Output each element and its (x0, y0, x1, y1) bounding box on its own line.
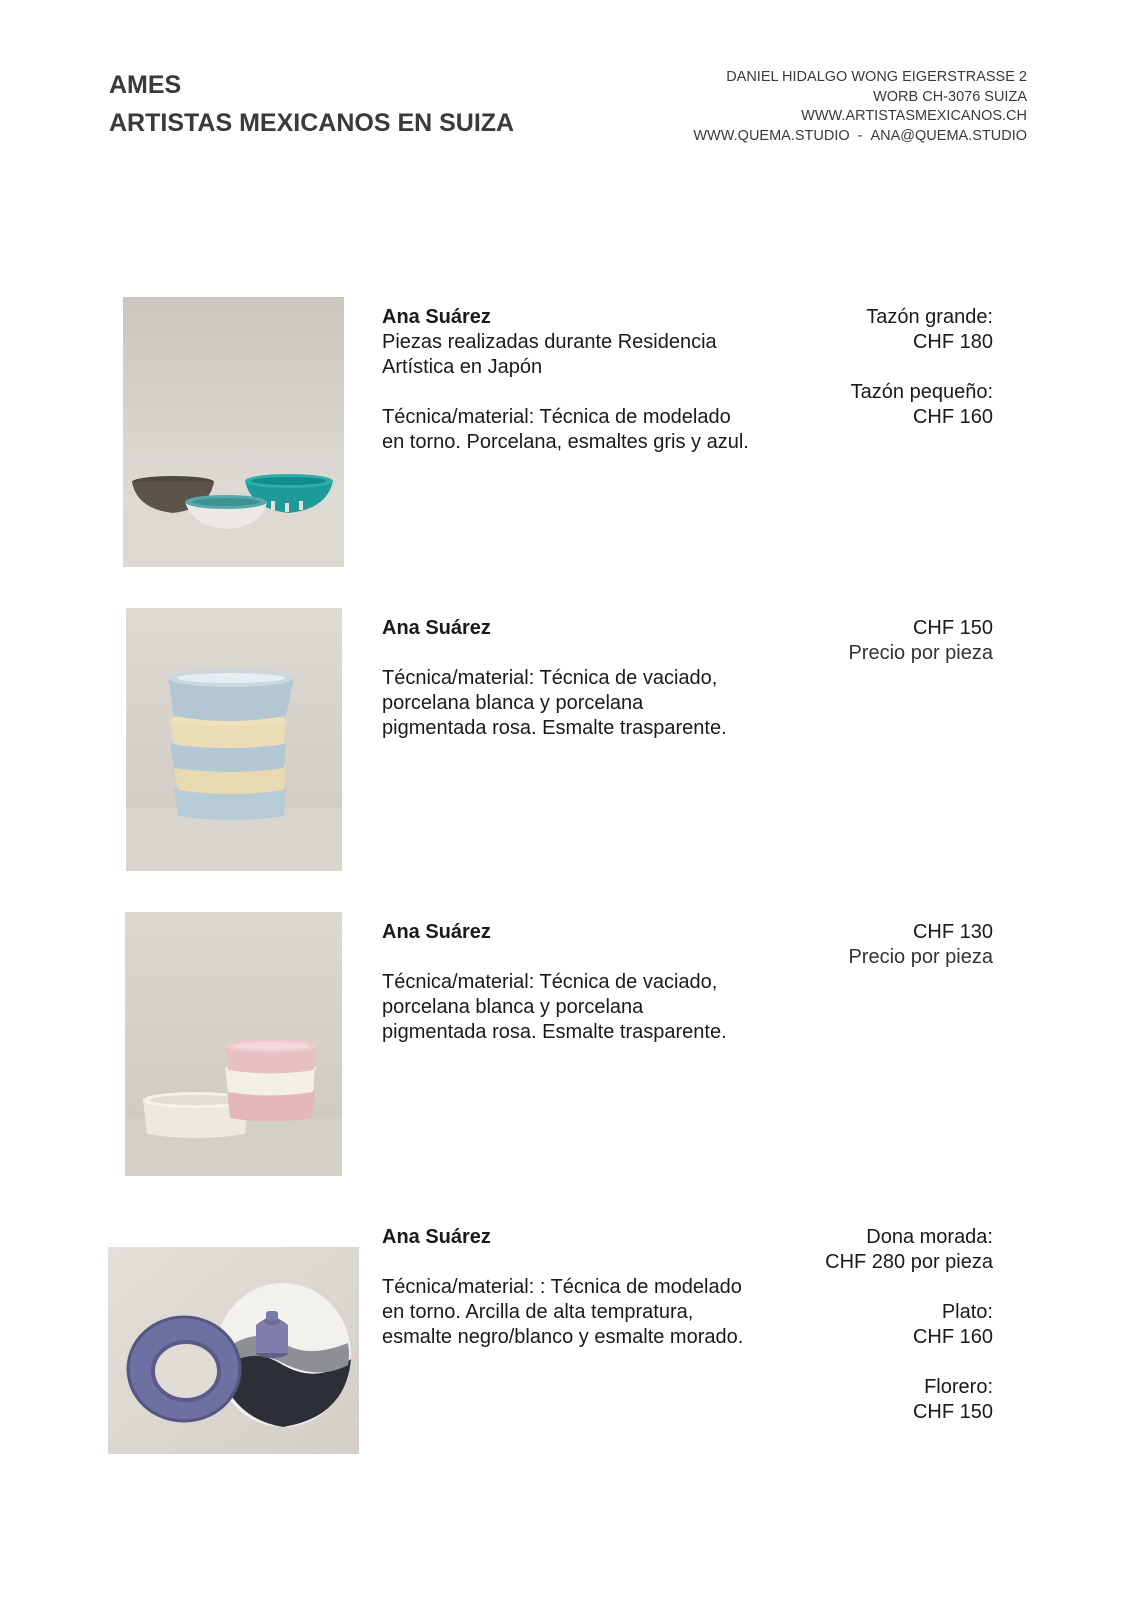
price-label: Florero: (924, 1376, 993, 1398)
price-block (851, 380, 993, 430)
price-label: Dona morada: (866, 1226, 993, 1248)
item-1-info (382, 305, 782, 455)
price-block (825, 1300, 993, 1350)
brand-full-name: ARTISTAS MEXICANOS EN SUIZA (109, 109, 515, 137)
technique-line: esmalte negro/blanco y esmalte morado. (382, 1326, 744, 1348)
item-4-info (382, 1225, 782, 1350)
description-line: Piezas realizadas durante Residencia (382, 331, 717, 353)
contact-address: DANIEL HIDALGO WONG EIGERSTRASSE 2 (726, 69, 1027, 85)
brand-short-name: AMES (109, 71, 182, 99)
item-2-prices (848, 616, 993, 666)
technique-line: en torno. Porcelana, esmaltes gris y azul. (382, 431, 749, 453)
technique-line: pigmentada rosa. Esmalte trasparente. (382, 1021, 727, 1043)
product-photo-bowls-gray-blue (123, 297, 344, 567)
contact-block (693, 68, 1027, 146)
technique-line: Técnica/material: : Técnica de modelado (382, 1276, 742, 1298)
artist-name: Ana Suárez (382, 1226, 491, 1248)
description-line: Artística en Japón (382, 356, 543, 378)
price-label: Plato: (941, 1301, 993, 1323)
item-3-prices (848, 920, 993, 970)
price-value: CHF 160 (912, 1326, 993, 1348)
price-note: Precio por pieza (848, 946, 993, 968)
price-block (851, 305, 993, 355)
contact-links (693, 127, 1027, 147)
price-value: CHF 160 (912, 406, 993, 428)
contact-city: WORB CH-3076 SUIZA (873, 88, 1027, 105)
contact-website-ames[interactable]: WWW.ARTISTASMEXICANOS.CH (801, 108, 1027, 124)
technique-line: pigmentada rosa. Esmalte trasparente. (382, 717, 727, 739)
technique-line: Técnica/material: Técnica de vaciado, (382, 667, 718, 689)
item-3-info (382, 920, 782, 1045)
artist-name: Ana Suárez (382, 617, 491, 639)
price-value: CHF 150 (912, 617, 993, 639)
contact-email[interactable]: ANA@QUEMA.STUDIO (870, 127, 1027, 144)
item-1-prices (851, 305, 993, 455)
product-photo-donut-plate-vase (108, 1247, 359, 1454)
price-value: CHF 180 (912, 331, 993, 353)
price-block (825, 1375, 993, 1425)
item-4-prices (825, 1225, 993, 1450)
technique-line: en torno. Arcilla de alta tempratura, (382, 1301, 694, 1323)
price-label: Tazón grande: (866, 306, 993, 328)
technique-line: Técnica/material: Técnica de modelado (382, 406, 731, 428)
contact-separator: - (857, 127, 863, 144)
price-note: Precio por pieza (848, 642, 993, 664)
product-photo-pink-white-bowls (125, 912, 342, 1176)
technique-line: porcelana blanca y porcelana (382, 692, 644, 714)
artist-name: Ana Suárez (382, 921, 491, 943)
item-2-info (382, 616, 782, 741)
technique-line: Técnica/material: Técnica de vaciado, (382, 971, 718, 993)
price-block (825, 1225, 993, 1275)
price-label: Tazón pequeño: (850, 381, 993, 403)
contact-website-quema[interactable]: WWW.QUEMA.STUDIO (693, 127, 850, 144)
product-photo-stacked-bowls (126, 608, 342, 871)
price-value: CHF 150 (912, 1401, 993, 1423)
price-value: CHF 280 por pieza (825, 1251, 993, 1273)
price-value: CHF 130 (912, 921, 993, 943)
artist-name: Ana Suárez (382, 306, 491, 328)
brand-block (109, 66, 514, 142)
technique-line: porcelana blanca y porcelana (382, 996, 644, 1018)
